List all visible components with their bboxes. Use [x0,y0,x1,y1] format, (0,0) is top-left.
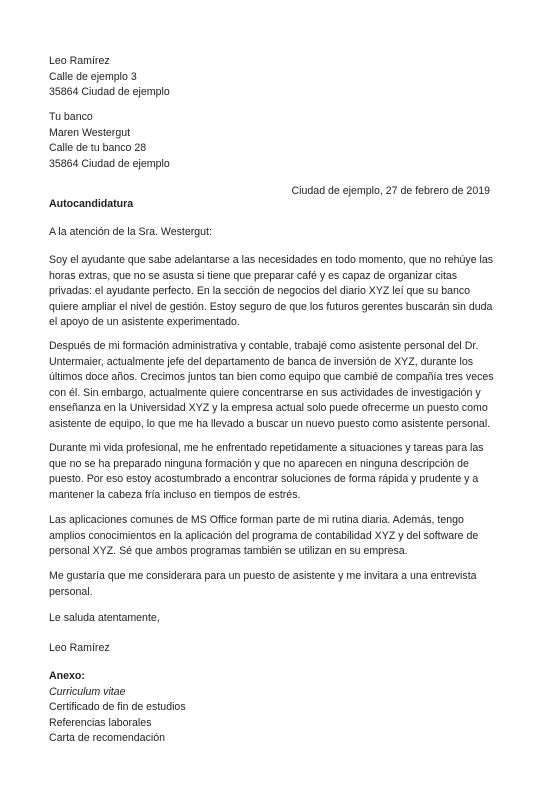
signature-name: Leo Ramírez [49,642,110,654]
paragraph-text: Durante mi vida profesional, me he enfrentado repetidamente a situaciones y tareas para las que no se ha preparado ninguna formación y que no aparecen en ninguna descripción de puesto. Por eso estoy acostumbrado a encontrar soluciones de forma rápida y prudente y a mantener la cabeza fría incluso en tiempos de estrés. [49,442,484,501]
letter-subject: Autocandidatura [49,198,134,210]
paragraph-text: Las aplicaciones comunes de MS Office forman parte de mi rutina diaria. Además, tengo amplios conocimientos en la aplicación del programa de contabilidad XYZ y del software de personal XYZ. Sé que ambos programas también se utilizan en su empresa. [49,514,479,558]
attachments-heading: Anexo: [49,670,85,682]
attachment-item: Curriculum vitae [49,685,126,698]
sender-city: 35864 Ciudad de ejemplo [49,86,170,99]
paragraph-text: Después de mi formación administrativa y contable, trabajé como asistente personal del Dr. Untermaier, actualmente jefe del departamento de banca de inversión de XYZ, durante los últimos doce años. Crecimos juntos tan bien como equipo que cambié de compañía tres veces con él. Sin embargo, actualmente quiere concentrarse en sus actividades de investigación y enseñanza en la Universidad XYZ y la empresa actual solo puede ofrecerme un puesto como asistente de equipo, lo que me ha llevado a buscar un nuevo puesto como asistente personal. [49,340,494,430]
body-paragraph-2 [49,339,494,433]
body-paragraph-3 [49,441,494,503]
body-paragraph-1 [49,253,494,331]
recipient-city: 35864 Ciudad de ejemplo [49,157,170,170]
attachment-item: Carta de recomendación [49,732,166,745]
attachment-item: Certificado de fin de estudios [49,701,186,714]
recipient-person: Maren Westergut [49,126,131,139]
paragraph-text: Me gustaría que me considerara para un puesto de asistente y me invitara a una entrevista personal. [49,570,477,598]
sender-address [49,54,494,101]
attachment-item: Referencias laborales [49,716,152,729]
sender-street: Calle de ejemplo 3 [49,70,137,83]
sender-name: Leo Ramírez [49,55,110,67]
body-paragraph-5 [49,569,494,600]
paragraph-text: Soy el ayudante que sabe adelantarse a las necesidades en todo momento, que no rehúye las horas extras, que no se asusta si tiene que preparar café y es capaz de organizar citas privadas: el ayudante perfecto. En la sección de negocios del diario XYZ leí que su banco quiere ampliar el nivel de gestión. Estoy seguro de que los futuros gerentes buscarán sin duda el apoyo de un asistente experimentado. [49,254,494,329]
recipient-address [49,110,494,172]
letter-closing: Le saluda atentamente, [49,612,160,624]
attachments [49,669,494,747]
letter-date: Ciudad de ejemplo, 27 de febrero de 2019 [291,185,490,197]
body-paragraph-4 [49,513,494,560]
recipient-company: Tu banco [49,111,93,123]
recipient-street: Calle de tu banco 28 [49,142,147,155]
letter-salutation: A la atención de la Sra. Westergut: [49,226,212,238]
